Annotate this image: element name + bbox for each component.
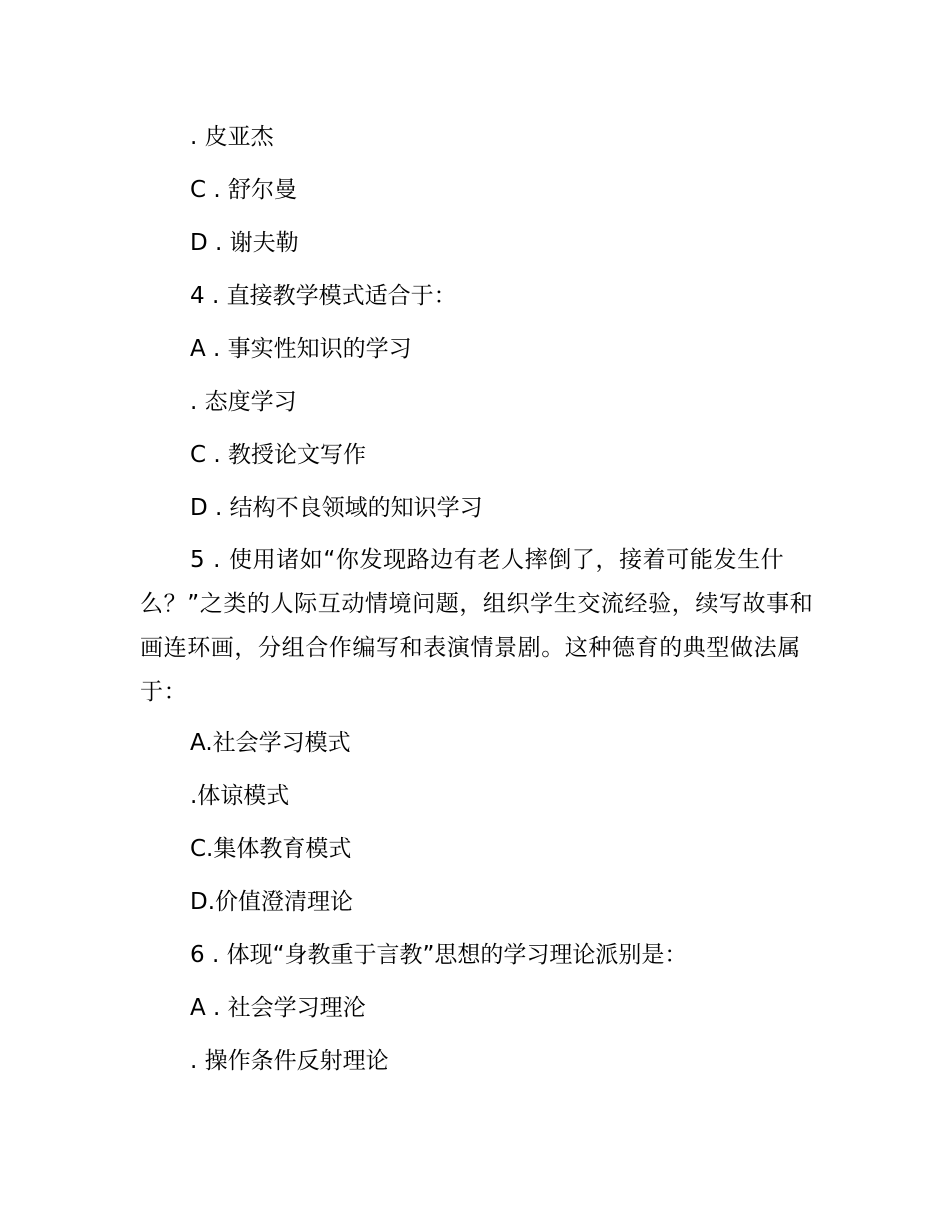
q4-option-b: . 态度学习: [190, 389, 297, 415]
q4-option-c: C . 教授论文写作: [190, 442, 366, 468]
q6-option-b: . 操作条件反射理论: [190, 1048, 389, 1074]
option-c-shulman: C . 舒尔曼: [190, 177, 297, 203]
question-6: 6 . 体现“身教重于言教”思想的学习理论派别是：: [190, 942, 688, 968]
option-d-scheffler: D . 谢夫勒: [190, 230, 299, 256]
question-5: 5 . 使用诸如“你发现路边有老人摔倒了，接着可能发生什么？”之类的人际互动情境问题，组织学生交流经验，续写故事和画连环画，分组合作编写和表演情景剧。这种德育的典型做法属于：: [140, 547, 814, 705]
question-4: 4 . 直接教学模式适合于：: [190, 283, 457, 309]
q5-option-a: A.社会学习模式: [190, 730, 351, 756]
q5-option-c: C.集体教育模式: [190, 836, 352, 862]
q4-option-a: A . 事实性知识的学习: [190, 336, 412, 362]
option-b-piaget: . 皮亚杰: [190, 124, 274, 150]
q5-option-b: .体谅模式: [190, 783, 290, 809]
q6-option-a: A . 社会学习理沦: [190, 995, 366, 1021]
q4-option-d: D . 结构不良领域的知识学习: [190, 495, 483, 521]
q5-option-d: D.价值澄清理论: [190, 889, 354, 915]
